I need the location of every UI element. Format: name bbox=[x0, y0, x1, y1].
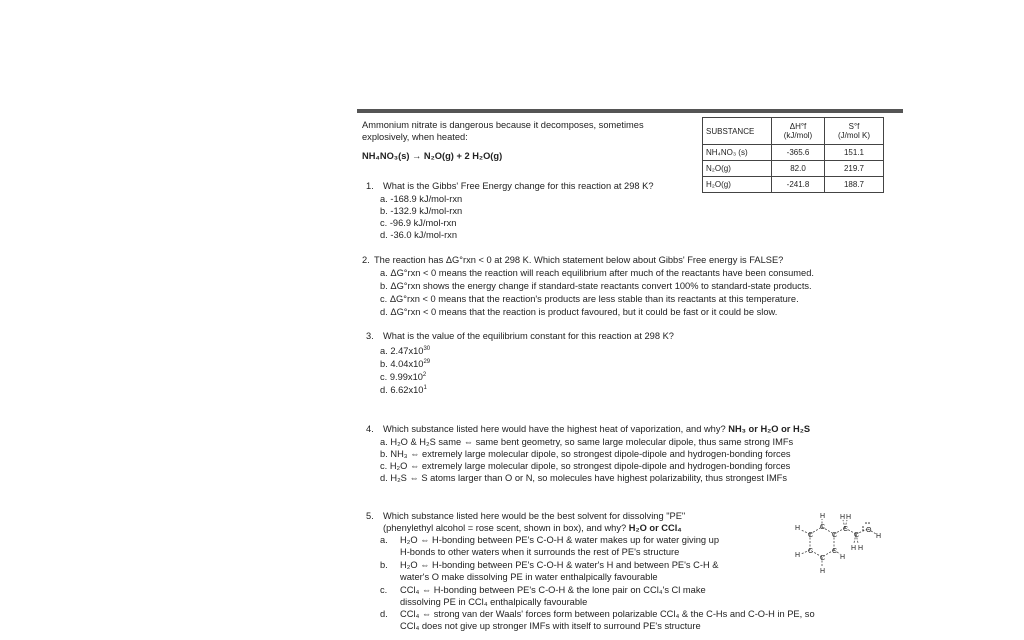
list-item-text: CCl₄ ⇔ H-bonding between PE's C-O-H & the lone pair on CCl₄'s Cl make bbox=[400, 585, 706, 595]
q3-number: 3. bbox=[366, 331, 374, 341]
intro-line-1: Ammonium nitrate is dangerous because it decomposes, sometimes bbox=[362, 120, 644, 130]
svg-text:H: H bbox=[820, 513, 826, 520]
list-item: c. ΔG°rxn < 0 means that the reaction's products are less stable than its reactants at this temperature. bbox=[380, 294, 799, 304]
svg-text:H: H bbox=[840, 514, 846, 521]
list-item: b. bbox=[380, 560, 388, 570]
header-enthalpy: ΔH°f (kJ/mol) bbox=[772, 118, 825, 145]
list-item: c. H₂O ⇔ extremely large molecular dipole, so strongest dipole-dipole and hydrogen-bonding forces bbox=[380, 461, 791, 471]
list-item: b. NH₃ ⇔ extremely large molecular dipole, so strongest dipole-dipole and hydrogen-bonding forces bbox=[380, 449, 791, 459]
list-item: a. H₂O & H₂S same ⇔ same bent geometry, so same large molecular dipole, thus same strong IMFs bbox=[380, 437, 794, 447]
list-item: d. H₂S ⇔ S atoms larger than O or N, so molecules have highest polarizability, thus strongest IMFs bbox=[380, 473, 788, 483]
q5-number: 5. bbox=[366, 511, 374, 521]
list-item: d. bbox=[380, 609, 388, 619]
list-item: b. -132.9 kJ/mol-rxn bbox=[380, 206, 463, 216]
q2-text: The reaction has ΔG°rxn < 0 at 298 K. Which statement below about Gibbs' Free energy is FALSE? bbox=[374, 255, 784, 265]
list-item-text: H-bonds to other waters when it surrounds the rest of PE's structure bbox=[400, 547, 680, 557]
svg-text:C: C bbox=[808, 532, 814, 539]
svg-text:C: C bbox=[854, 532, 860, 539]
q2-number: 2. bbox=[362, 255, 370, 265]
svg-text:C: C bbox=[820, 555, 826, 562]
svg-text:C: C bbox=[843, 526, 849, 533]
list-item: a. ΔG°rxn < 0 means the reaction will reach equilibrium after much of the reactants have been consumed. bbox=[380, 268, 814, 278]
q1-text: What is the Gibbs' Free Energy change for this reaction at 298 K? bbox=[383, 181, 654, 191]
svg-text:H: H bbox=[858, 545, 864, 552]
list-item-text: water's O make dissolving PE in water enthalpically favourable bbox=[400, 572, 658, 582]
q5-line-1: Which substance listed here would be the best solvent for dissolving "PE" bbox=[383, 511, 686, 521]
svg-text:H: H bbox=[876, 533, 882, 540]
svg-text:H: H bbox=[795, 552, 801, 559]
list-item-text: CCl₄ ⇔ strong van der Waals' forces form between polarizable CCl₄ & the C-Hs and C-O-H in PE, so bbox=[400, 609, 815, 619]
list-item: d. -36.0 kJ/mol-rxn bbox=[380, 230, 458, 240]
list-item: d. ΔG°rxn < 0 means that the reaction is product favoured, but it could be fast or it could be slow. bbox=[380, 307, 778, 317]
q4-text: Which substance listed here would have the highest heat of vaporization, and why? NH₃ or H₂O or H₂S bbox=[383, 424, 811, 434]
svg-text:H: H bbox=[846, 514, 852, 521]
q5-line-2: (phenylethyl alcohol = rose scent, shown in box), and why? H₂O or CCl₄ bbox=[383, 523, 682, 533]
top-rule bbox=[357, 109, 903, 113]
list-item-text: H₂O ⇔ H-bonding between PE's C-O-H & water's H and between PE's C-H & bbox=[400, 560, 719, 570]
svg-text:H: H bbox=[795, 525, 801, 532]
list-item: c. bbox=[380, 585, 388, 595]
list-item: c. $9.99x10^2$ bbox=[380, 372, 427, 382]
svg-text:C: C bbox=[832, 532, 838, 539]
intro-line-2: explosively, when heated: bbox=[362, 132, 468, 142]
list-item: b. $4.04x10^{29}$ bbox=[380, 359, 431, 369]
table-row: N₂O(g) 82.0 219.7 bbox=[703, 161, 884, 177]
table-header-row bbox=[703, 118, 884, 145]
q1-number: 1. bbox=[366, 181, 374, 191]
molecule-bonds bbox=[801, 519, 876, 567]
molecule-atoms bbox=[795, 513, 881, 575]
list-item: d. $6.62x10^1$ bbox=[380, 385, 427, 395]
list-item-text: H₂O ⇔ H-bonding between PE's C-O-H & water makes up for water giving up bbox=[400, 535, 720, 545]
q3-text: What is the value of the equilibrium constant for this reaction at 298 K? bbox=[383, 331, 674, 341]
svg-text:H: H bbox=[820, 568, 826, 575]
phenylethyl-alcohol-structure bbox=[780, 510, 890, 598]
list-item-text: CCl₄ does not give up stronger IMFs with itself to surround PE's structure bbox=[400, 621, 701, 631]
list-item: a. bbox=[380, 535, 388, 545]
header-entropy: S°f (J/mol K) bbox=[825, 118, 884, 145]
svg-text:C: C bbox=[808, 548, 814, 555]
svg-text:C: C bbox=[820, 524, 826, 531]
list-item: a. $2.47x10^{30}$ bbox=[380, 346, 431, 356]
svg-text:O: O bbox=[866, 527, 872, 534]
svg-text:C: C bbox=[832, 548, 838, 555]
table-row: NH₄NO₃ (s) -365.6 151.1 bbox=[703, 145, 884, 161]
svg-text:H: H bbox=[840, 554, 846, 561]
list-item-text: dissolving PE in CCl₄ enthalpically favourable bbox=[400, 597, 588, 607]
list-item: b. ΔG°rxn shows the energy change if standard-state reactants convert 100% to standard-state products. bbox=[380, 281, 812, 291]
list-item: c. -96.9 kJ/mol-rxn bbox=[380, 218, 457, 228]
q4-number: 4. bbox=[366, 424, 374, 434]
thermo-data-table bbox=[702, 117, 884, 193]
svg-text:H: H bbox=[851, 545, 857, 552]
header-substance: SUBSTANCE bbox=[703, 118, 772, 145]
table-row: H₂O(g) -241.8 188.7 bbox=[703, 177, 884, 193]
list-item: a. -168.9 kJ/mol-rxn bbox=[380, 194, 463, 204]
reaction-equation: NH₄NO₃(s) → N₂O(g) + 2 H₂O(g) bbox=[362, 151, 503, 161]
